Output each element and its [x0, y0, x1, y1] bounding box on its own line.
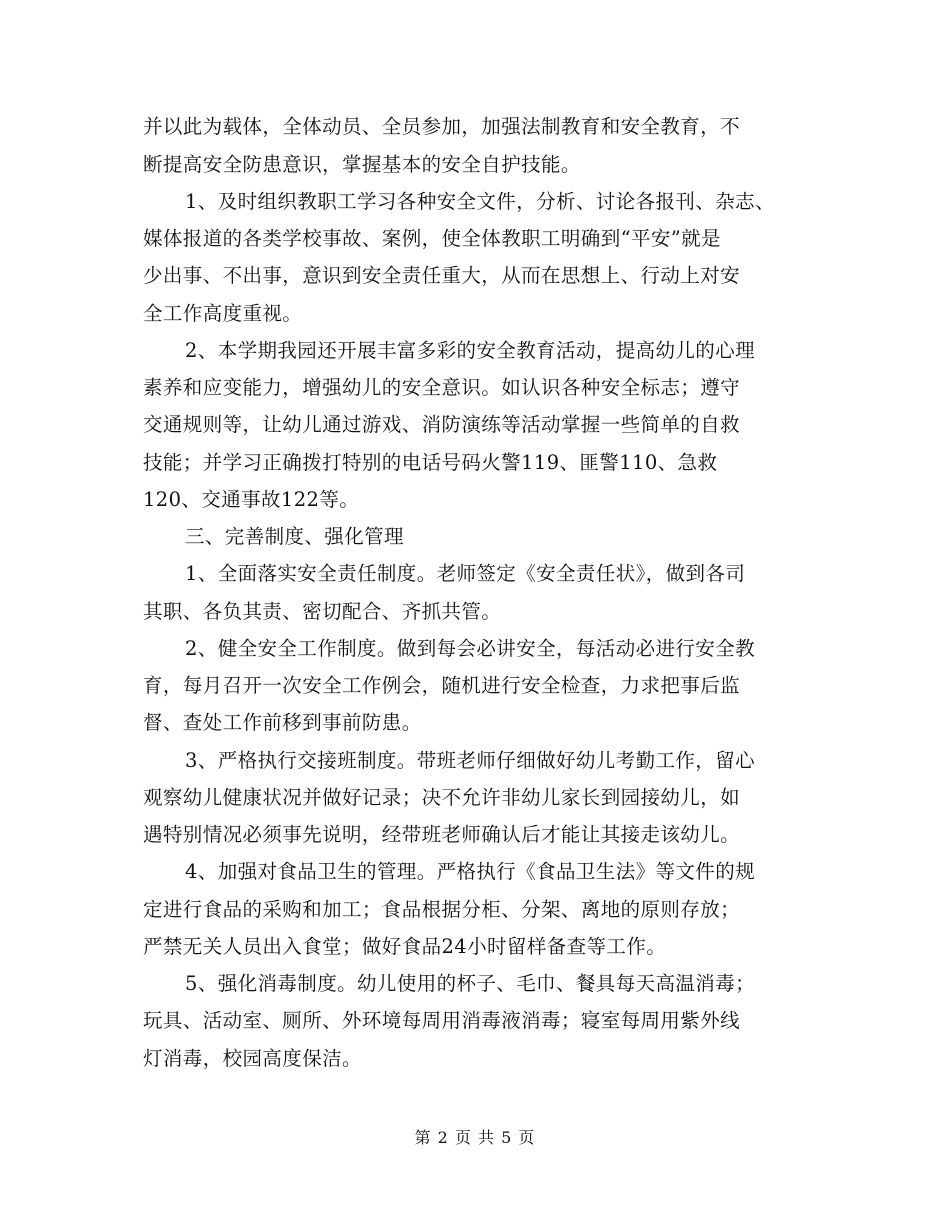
- text-line: 4、加强对食品卫生的管理。严格执行《食品卫生法》等文件的规: [185, 860, 756, 883]
- text-line: 全工作高度重视。: [143, 302, 303, 325]
- text-line: 交通规则等，让幼儿通过游戏、消防演练等活动掌握一些简单的自救: [143, 413, 741, 436]
- text-line: 2、本学期我园还开展丰富多彩的安全教育活动，提高幼儿的心理: [185, 339, 756, 362]
- text-line: 5、强化消毒制度。幼儿使用的杯子、毛巾、餐具每天高温消毒；: [185, 972, 756, 995]
- text-line: 媒体报道的各类学校事故、案例，使全体教职工明确到“平安”就是: [143, 227, 721, 250]
- text-line: 少出事、不出事，意识到安全责任重大，从而在思想上、行动上对安: [143, 264, 741, 287]
- text-line: 断提高安全防患意识，掌握基本的安全自护技能。: [143, 153, 581, 176]
- text-line: 督、查处工作前移到事前防患。: [143, 711, 422, 734]
- text-line: 3、严格执行交接班制度。带班老师仔细做好幼儿考勤工作，留心: [185, 749, 756, 772]
- text-line: 2、健全安全工作制度。做到每会必讲安全，每活动必进行安全教: [185, 637, 756, 660]
- text-line: 并以此为载体，全体动员、全员参加，加强法制教育和安全教育，不: [143, 115, 741, 138]
- section-heading: 三、完善制度、强化管理: [185, 525, 404, 548]
- text-line: 定进行食品的采购和加工；食品根据分柜、分架、离地的原则存放；: [143, 898, 741, 921]
- text-line: 育，每月召开一次安全工作例会，随机进行安全检查，力求把事后监: [143, 674, 741, 697]
- text-line: 技能；并学习正确拨打特别的电话号码火警119、匪警110、急救: [143, 451, 718, 474]
- text-line: 遇特别情况必须事先说明，经带班老师确认后才能让其接走该幼儿。: [143, 823, 741, 846]
- text-line: 严禁无关人员出入食堂；做好食品24小时留样备查等工作。: [143, 935, 667, 958]
- text-line: 其职、各负其责、密切配合、齐抓共管。: [143, 600, 502, 623]
- text-line: 1、及时组织教职工学习各种安全文件，分析、讨论各报刊、杂志、: [185, 190, 775, 213]
- page-number-footer: 第 2 页 共 5 页: [414, 1128, 536, 1147]
- text-line: 灯消毒，校园高度保洁。: [143, 1047, 362, 1070]
- text-line: 观察幼儿健康状况并做好记录；决不允许非幼儿家长到园接幼儿，如: [143, 786, 741, 809]
- text-line: 1、全面落实安全责任制度。老师签定《安全责任状》，做到各司: [185, 562, 746, 585]
- text-line: 玩具、活动室、厕所、外环境每周用消毒液消毒；寝室每周用紫外线: [143, 1009, 741, 1032]
- text-line: 120、交通事故122等。: [143, 488, 360, 511]
- text-line: 素养和应变能力，增强幼儿的安全意识。如认识各种安全标志；遵守: [143, 376, 741, 399]
